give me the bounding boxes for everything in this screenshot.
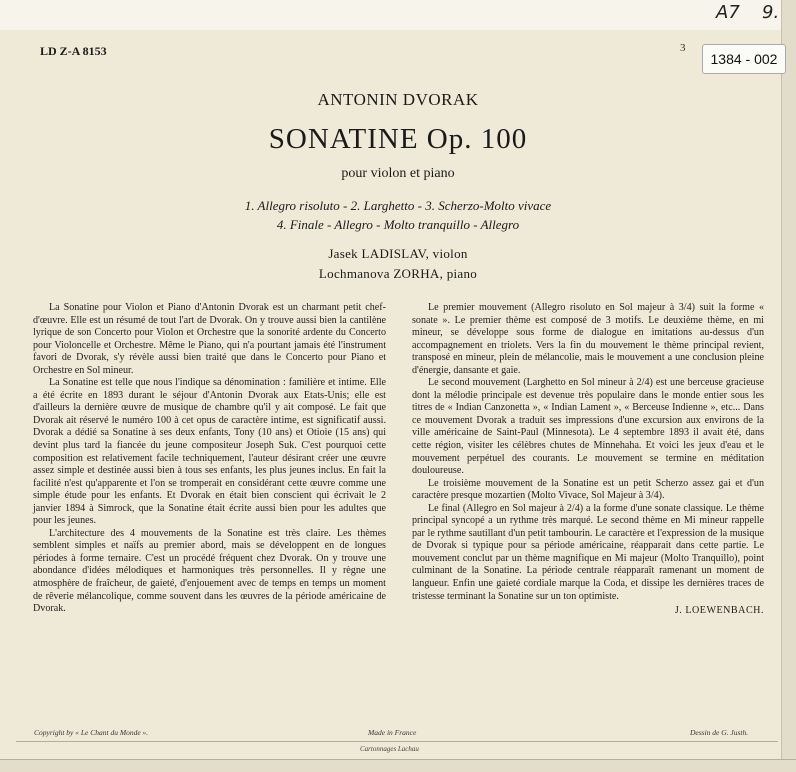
copyright-note: Copyright by « Le Chant du Monde ». bbox=[34, 728, 149, 737]
paragraph: Le troisième mouvement de la Sonatine est un petit Scherzo assez gai et d'un caractère presque mozartien (Molto Vivace, Sol Majeur à 3/4). bbox=[412, 477, 764, 502]
paragraph: La Sonatine pour Violon et Piano d'Antonin Dvorak est un charmant petit chef-d'œuvre. Elle est un résumé de tout l'art de Dvorak. On y trouve aussi bien la cantilène lyrique de son Concerto pour Violon et Orchestre que la sonorité ardente du Concerto pour Violoncelle et Orchestre. Même le Piano, qui n'a pourtant jamais été l'instrument favori de Dvorak, s'y révèle aussi bien traité que dans le Concerto pour Piano et Orchestre en Sol mineur. bbox=[33, 302, 386, 376]
paragraph: L'architecture des 4 mouvements de la Sonatine est très claire. Les thèmes semblent simples et naïfs au premier abord, mais se développent en de longues périodes à forme ternaire. C'est un procédé fréquent chez Dvorak. On y trouve une abondance d'idées mélodiques et harmoniques très personnelles. Il y règne une atmosphère de fraîcheur, de gaieté, d'enjouement avec de temps en temps un moment de rêverie mélancolique, comme souvent dans les œuvres de la période américaine de Dvorak. bbox=[33, 527, 386, 615]
top-band bbox=[0, 0, 796, 30]
performer-piano: Lochmanova ZORHA, piano bbox=[318, 266, 478, 281]
paragraph: Le final (Allegro en Sol majeur à 2/4) a la forme d'une sonate classique. Le thème principal syncopé a un rythme très marqué. Le second thème en Mi mineur rappelle par le rythme sautillant d'un petit tambourin. Le caractère et l'expression de la musique de Dvorak si typique pour sa période américaine, réapparait dans cette partie. Le mouvement conclut par un thème magnifique en Mi majeur (Molto Tranquillo), point culminant de la Sonatine. La période centrale réapparaît ramenant un moment de langueur. Enfin une gaieté cordiale marque la Coda, et dissipe les dernières traces de tristesse terminant la Sonatine sur un ton optimiste. bbox=[412, 502, 764, 602]
liner-notes-right-column bbox=[412, 302, 764, 618]
handwritten-note-left: A7 bbox=[716, 2, 740, 23]
liner-notes-left-column bbox=[33, 302, 386, 616]
composer-name: ANTONIN DVORAK bbox=[317, 90, 479, 109]
work-title: SONATINE Op. 100 bbox=[268, 123, 528, 155]
right-edge bbox=[781, 0, 796, 772]
divider bbox=[16, 741, 778, 742]
work-subtitle: pour violon et piano bbox=[341, 166, 455, 181]
paragraph: Le premier mouvement (Allegro risoluto en Sol majeur à 3/4) suit la forme « sonate ». Le premier thème est composé de 3 motifs. Le deuxième thème, en mi mineur, se développe sous forme de dialogue en imitations au-dessus d'un accompagnement en triolets. Vers la fin du mouvement le thème principal revient, transposé en mineur, plein de mélancolie, mais le mouvement a une conclusion pleine d'énergie, dansante et gaie. bbox=[412, 302, 764, 376]
movements-line-2: 4. Finale - Allegro - Molto tranquillo - Allegro bbox=[276, 217, 520, 232]
handwritten-note-right: 9. bbox=[762, 2, 780, 23]
movements-line-1: 1. Allegro risoluto - 2. Larghetto - 3. Scherzo-Molto vivace bbox=[244, 198, 552, 213]
design-credit: Dessin de G. Justh. bbox=[690, 728, 749, 737]
page-number: 3 bbox=[680, 42, 686, 54]
catalog-number: LD Z-A 8153 bbox=[40, 44, 107, 58]
author-signature: J. LOEWENBACH. bbox=[674, 605, 764, 617]
paragraph: Le second mouvement (Larghetto en Sol mineur à 2/4) est une berceuse gracieuse dont la mélodie principale est devenue très populaire dans le monde entier sous les titres de « Indian Canzonetta », « Indian Lament », « Berceuse Indienne », etc... Dans ce mouvement Dvorak a traduit ses impressions d'une excursion aux environs de la ville américaine de Saint-Paul (Minnesota). Le 4 septembre 1893 il avait été, dans cette région, visiter les célèbres chutes de Minnehaha. Et voici les jeux d'eau et le mouvement perpétuel des courants. Le mouvement se termine en méditation douloureuse. bbox=[412, 377, 764, 477]
paragraph: La Sonatine est telle que nous l'indique sa dénomination : familière et intime. Elle a été écrite en 1893 durant le séjour d'Antonin Dvorak aux Etats-Unis; elle est d'ailleurs la dernière œuvre de musique de chambre qu'il y ait composé. Le fait que Dvorak ait réservé le numéro 100 à cet opus de caractère intime, est significatif aussi. Dvorak a dédié sa Sonatine à ses deux enfants, Tony (10 ans) et Otioie (15 ans) qui devint plus tard la fiancée du jeune compositeur Joseph Suk. C'est pourquoi cette composition est relativement facile techniquement, l'auteur désirant créer une œuvre assez simple et destinée aussi bien à tous ses enfants, les plus jeunes inclus. En fait la facilité n'est qu'apparente et l'on se tromperait en considérant cette œuvre comme une simple étude pour les enfants. Et Dvorak en était bien conscient qui écrivait le 2 janvier 1894 à Simrock, que la Sonatine était écrite aussi bien pour les adultes que pour les jeunes. bbox=[33, 377, 386, 527]
inventory-sticker: 1384 - 002 bbox=[702, 44, 786, 74]
made-in-note: Made in France bbox=[368, 728, 417, 737]
performer-violin: Jasek LADISLAV, violon bbox=[328, 246, 468, 261]
bottom-edge bbox=[0, 759, 796, 772]
printer-credit: Cartonnages Lachau bbox=[360, 745, 419, 753]
